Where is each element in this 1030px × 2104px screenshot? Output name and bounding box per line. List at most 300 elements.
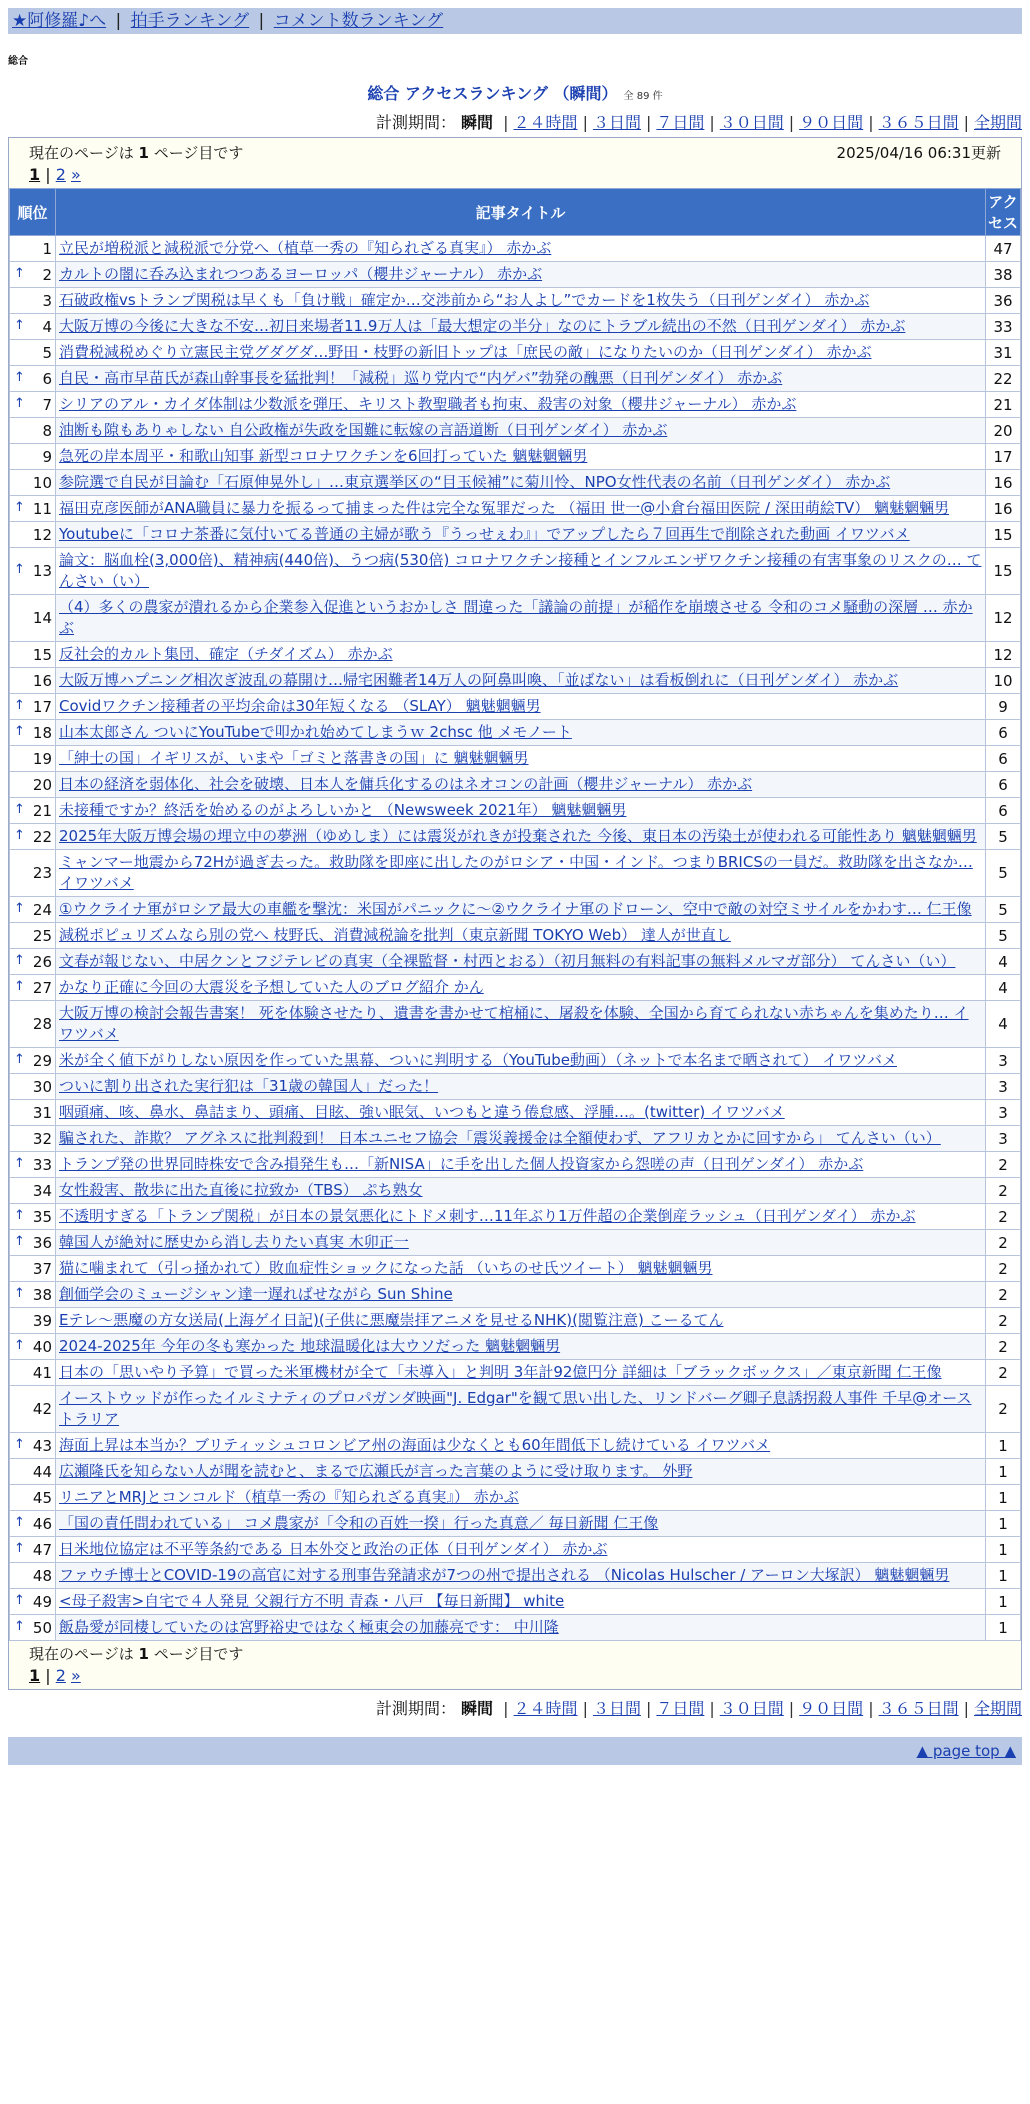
rank-cell [10,746,56,772]
period-link[interactable]: ７日間 [656,113,705,132]
rank-up-arrow-icon: ↑ [14,562,25,577]
article-link[interactable]: 韓国人が絶対に歴史から消し去りたい真実 木卯正一 [59,1233,409,1251]
page-top-link[interactable]: ▲ page top ▲ [916,1742,1016,1760]
table-row [10,1204,1021,1230]
access-count: 17 [986,444,1021,470]
title-cell [56,1485,986,1511]
rank-number: 33 [32,1155,52,1174]
title-cell [56,418,986,444]
rank-number: 48 [32,1566,52,1585]
table-row [10,288,1021,314]
period-link[interactable]: 全期間 [973,1699,1022,1718]
access-count: 4 [986,975,1021,1001]
rank-cell [10,1386,56,1433]
title-cell [56,1563,986,1589]
pager-next-bottom[interactable]: » [71,1666,81,1685]
article-link[interactable]: 自民・高市早苗氏が森山幹事長を猛批判！「減税」巡り党内で“内ゲバ”勃発の醜悪（日刊ゲンダイ） 赤かぶ [59,369,783,387]
access-count: 5 [986,850,1021,897]
pager-separator: | [45,165,51,184]
title-cell [56,392,986,418]
rank-cell [10,1615,56,1641]
access-count: 1 [986,1433,1021,1459]
table-row [10,1360,1021,1386]
period-separator: | [503,113,509,132]
rank-number: 12 [32,525,52,544]
rank-cell [10,288,56,314]
title-cell [56,1282,986,1308]
article-link[interactable]: 大阪万博の今後に大きな不安…初日来場者11.9万人は「最大想定の半分」なのにトラブル続出の不然（日刊ゲンダイ） 赤かぶ [59,317,906,335]
rank-cell [10,595,56,642]
article-link[interactable]: 2025年大阪万博会場の埋立中の夢洲（ゆめしま）には震災がれきが投棄された 今後、東日本の汚染土が使われる可能性あり 魑魅魍魎男 [59,827,977,845]
access-count: 2 [986,1230,1021,1256]
article-link[interactable]: 急死の岸本周平・和歌山知事 新型コロナワクチンを6回打っていた 魑魅魍魎男 [59,447,588,465]
pager-top [9,163,1021,188]
table-row [10,1563,1021,1589]
table-row [10,392,1021,418]
home-link[interactable]: ★阿修羅♪へ [12,11,107,31]
title-cell [56,720,986,746]
rank-up-arrow-icon: ↑ [14,801,25,817]
table-row [10,1459,1021,1485]
title-cell [56,772,986,798]
rank-cell [10,1589,56,1615]
period-link[interactable]: ３０日間 [719,113,784,132]
pager-page-2[interactable]: 2 [55,165,66,184]
access-count: 1 [986,1589,1021,1615]
rank-number: 1 [42,239,52,258]
rank-cell [10,897,56,923]
rank-cell [10,366,56,392]
article-link[interactable]: 山本太郎さん ついにYouTubeで叩かれ始めてしまうｗ 2chsc 他 メモノート [59,723,572,741]
title-cell [56,340,986,366]
rank-up-arrow-icon: ↑ [14,1436,25,1452]
rank-up-arrow-icon: ↑ [14,952,25,968]
nav-separator: | [115,11,122,31]
clap-ranking-link[interactable]: 拍手ランキング [130,11,250,31]
access-count: 22 [986,366,1021,392]
rank-up-arrow-icon: ↑ [14,1233,25,1249]
article-link[interactable]: 猫に噛まれて（引っ掻かれて）敗血症性ショックになった話 （いちのせ氏ツイート） 魑魅魍魎男 [59,1259,713,1277]
article-link[interactable]: 福田克彦医師がANA職員に暴力を振るって捕まった件は完全な冤罪だった （福田 世一@小倉台福田医院 / 深田萌絵TV） 魑魅魍魎男 [59,499,950,517]
period-links-bottom [498,1699,1022,1718]
access-count: 16 [986,470,1021,496]
period-separator: | [868,1699,874,1718]
title-cell [56,1152,986,1178]
article-link[interactable]: 海面上昇は本当か？ブリティッシュコロンビア州の海面は少なくとも60年間低下し続けている イワツバメ [59,1436,771,1454]
rank-cell [10,1204,56,1230]
access-count: 15 [986,522,1021,548]
comment-ranking-link[interactable]: コメント数ランキング [273,11,444,31]
table-row [10,668,1021,694]
table-row [10,1433,1021,1459]
rank-number: 18 [32,723,52,742]
rank-cell [10,1360,56,1386]
access-count: 2 [986,1178,1021,1204]
rank-cell [10,949,56,975]
table-row [10,548,1021,595]
title-cell [56,1459,986,1485]
access-count: 1 [986,1485,1021,1511]
title-cell [56,975,986,1001]
period-link[interactable]: 全期間 [973,113,1022,132]
rank-number: 30 [32,1077,52,1096]
rank-number: 28 [32,1015,52,1033]
rank-cell [10,1152,56,1178]
article-link[interactable]: （4）多くの農家が潰れるから企業参入促進というおかしさ 間違った「議論の前提」が稲作を崩壊させる 令和のコメ騒動の深層 … 赤かぶ [59,598,973,637]
article-link[interactable]: ①ウクライナ軍がロシア最大の車艦を撃沈：米国がパニックに～②ウクライナ軍のドローン、空中で敵の対空ミサイルをかわす… 仁王像 [59,900,972,918]
period-link[interactable]: ３６５日間 [878,1699,959,1718]
table-row [10,1048,1021,1074]
table-row [10,314,1021,340]
access-count: 5 [986,923,1021,949]
access-count: 3 [986,1074,1021,1100]
table-row [10,1074,1021,1100]
title-cell [56,1001,986,1048]
access-count: 2 [986,1308,1021,1334]
article-link[interactable]: シリアのアル・カイダ体制は少数派を弾圧、キリスト教聖職者も拘束、殺害の対象（櫻井ジャーナル） 赤かぶ [59,395,797,413]
period-separator: | [503,1699,509,1718]
rank-number: 10 [32,473,52,492]
page-title-line [0,81,1030,104]
access-count: 47 [986,236,1021,262]
access-count: 12 [986,642,1021,668]
table-row [10,236,1021,262]
period-link[interactable]: ７日間 [656,1699,705,1718]
current-page-text: 現在のページは 1 ページ目です [29,144,244,162]
period-link[interactable]: ３日間 [592,113,641,132]
rank-up-arrow-icon: ↑ [14,900,25,916]
ranking-table [9,188,1021,1641]
rank-number: 42 [32,1400,52,1418]
rank-cell [10,1563,56,1589]
rank-up-arrow-icon: ↑ [14,317,25,333]
article-link[interactable]: ファウチ博士とCOVID-19の高官に対する刑事告発請求が7つの州で提出される （Nicolas Hulscher / アーロン大塚訳） 魑魅魍魎男 [59,1566,950,1584]
period-separator: | [645,113,652,132]
rank-up-arrow-icon: ↑ [14,499,25,515]
article-link[interactable]: かなり正確に今回の大震災を予想していた人のブログ紹介 かん [59,978,484,996]
title-cell [56,1433,986,1459]
rank-number: 9 [42,447,52,466]
title-cell [56,1511,986,1537]
rank-up-arrow-icon: ↑ [14,1514,25,1530]
rank-cell [10,1074,56,1100]
article-link[interactable]: 2024-2025年 今年の冬も寒かった 地球温暖化は大ウソだった 魑魅魍魎男 [59,1337,561,1355]
rank-up-arrow-icon: ↑ [14,1540,25,1556]
title-cell [56,288,986,314]
title-cell [56,1360,986,1386]
rank-number: 31 [32,1103,52,1122]
article-link[interactable]: ついに割り出された実行犯は「31歳の韓国人」だった！ [59,1077,439,1095]
period-links [498,113,1022,132]
rank-cell [10,262,56,288]
period-current-bottom: 瞬間 [461,1699,494,1718]
access-count: 3 [986,1126,1021,1152]
access-count: 6 [986,746,1021,772]
access-count: 16 [986,496,1021,522]
table-row [10,1308,1021,1334]
article-link[interactable]: カルトの闇に呑み込まれつつあるヨーロッパ（櫻井ジャーナル） 赤かぶ [59,265,543,283]
article-link[interactable]: 日米地位協定は不平等条約である 日本外交と政治の正体（日刊ゲンダイ） 赤かぶ [59,1540,608,1558]
rank-cell [10,1282,56,1308]
table-row [10,1511,1021,1537]
table-row [10,1485,1021,1511]
rank-number: 6 [42,369,52,388]
access-count: 12 [986,595,1021,642]
rank-up-arrow-icon: ↑ [14,369,25,385]
rank-up-arrow-icon: ↑ [14,1337,25,1353]
period-link[interactable]: ２４時間 [513,1699,578,1718]
article-link[interactable]: 女性殺害、散歩に出た直後に拉致か（TBS） ぷち熟女 [59,1181,423,1199]
rank-number: 43 [32,1436,52,1455]
title-cell [56,236,986,262]
rank-cell [10,1001,56,1048]
access-count: 1 [986,1615,1021,1641]
rank-cell [10,548,56,595]
article-link[interactable]: 咽頭痛、咳、鼻水、鼻詰まり、頭痛、目眩、強い眠気、いつもと違う倦怠感、浮腫…。(twitter) イワツバメ [59,1103,785,1121]
table-row [10,1282,1021,1308]
table-row [10,470,1021,496]
access-count: 36 [986,288,1021,314]
title-cell [56,548,986,595]
rank-cell [10,1433,56,1459]
rank-cell [10,923,56,949]
period-separator: | [709,1699,715,1718]
article-link[interactable]: 騙された、詐欺？ アグネスに批判殺到！ 日本ユニセフ協会「震災義援金は全額使わず、アフリカとかに回すから」 てんさい（い） [59,1129,941,1147]
rank-cell [10,1126,56,1152]
table-row [10,772,1021,798]
rank-number: 15 [32,645,52,664]
table-row [10,642,1021,668]
rank-number: 5 [42,343,52,362]
article-link[interactable]: 不透明すぎる「トランプ関税」が日本の景気悪化にトドメ刺す…11年ぶり1万件超の企業倒産ラッシュ（日刊ゲンダイ） 赤かぶ [59,1207,916,1225]
article-link[interactable]: 石破政権vsトランプ関税は早くも「負け戦」確定か…交渉前から“お人よし”でカードを1枚失う（日刊ゲンダイ） 赤かぶ [59,291,870,309]
rank-number: 17 [32,697,52,716]
article-link[interactable]: 大阪万博ハプニング相次ぎ波乱の幕開け…帰宅困難者14万人の阿鼻叫喚、「並ばない」は看板倒れに（日刊ゲンダイ） 赤かぶ [59,671,899,689]
table-row [10,923,1021,949]
rank-up-arrow-icon: ↑ [14,1618,25,1634]
period-separator: | [788,113,795,132]
period-separator: | [963,113,969,132]
access-count: 4 [986,949,1021,975]
rank-up-arrow-icon: ↑ [14,265,25,281]
period-link[interactable]: ９０日間 [799,113,864,132]
access-count: 3 [986,1048,1021,1074]
rank-cell [10,1100,56,1126]
article-link[interactable]: リニアとMRJとコンコルド（植草一秀の『知られざる真実』） 赤かぶ [59,1488,519,1506]
pager-current-bottom: 1 [29,1666,41,1685]
rank-number: 45 [32,1488,52,1507]
rank-cell [10,470,56,496]
period-label: 計測期間： [375,113,456,132]
page-info-bottom [9,1641,1021,1664]
period-link[interactable]: ９０日間 [799,1699,864,1718]
rank-up-arrow-icon: ↑ [14,1051,25,1067]
access-count: 6 [986,798,1021,824]
access-count: 2 [986,1282,1021,1308]
period-link[interactable]: ３０日間 [719,1699,784,1718]
rank-number: 8 [42,421,52,440]
article-link[interactable]: Eテレ～悪魔の方女送局(上海ゲイ日記)(子供に悪魔崇拝アニメを見せるNHK)(閲覧注意) こーるてん [59,1311,724,1329]
period-separator: | [868,113,874,132]
article-link[interactable]: 反社会的カルト集団、確定（チダイズム） 赤かぶ [59,645,393,663]
title-cell [56,897,986,923]
article-link[interactable]: 文春が報じない、中居クンとフジテレビの真実（全裸監督・村西とおる）（初月無料の有料記事の無料メルマガ部分） てんさい（い） [59,952,956,970]
rank-cell [10,720,56,746]
rank-number: 2 [42,265,52,284]
access-count: 2 [986,1152,1021,1178]
rank-cell [10,694,56,720]
article-link[interactable]: 未接種ですか？終活を始めるのがよろしいかと （Newsweek 2021年） 魑魅魍魎男 [59,801,627,819]
title-cell [56,522,986,548]
table-row [10,1230,1021,1256]
rank-up-arrow-icon: ↑ [14,1155,25,1171]
period-link[interactable]: ３６５日間 [878,113,959,132]
rank-cell [10,668,56,694]
section-label: 総合 [8,56,28,67]
access-count: 2 [986,1334,1021,1360]
rank-cell [10,444,56,470]
title-cell [56,1100,986,1126]
article-link[interactable]: ミャンマー地震から72Hが過ぎ去った。救助隊を即座に出したのがロシア・中国・インド。つまりBRICSの一員だ。救助隊を出さなか… イワツバメ [59,853,973,892]
article-link[interactable]: <母子殺害>自宅で４人発見 父親行方不明 青森・八戸 【毎日新聞】 white [59,1592,565,1610]
table-row [10,366,1021,392]
period-link[interactable]: ２４時間 [513,113,578,132]
title-cell [56,1589,986,1615]
rank-number: 19 [32,749,52,768]
access-count: 33 [986,314,1021,340]
article-link[interactable]: 立民が増税派と減税派で分党へ（植草一秀の『知られざる真実』） 赤かぶ [59,239,552,257]
rank-number: 35 [32,1207,52,1226]
article-link[interactable]: 消費税減税めぐり立憲民主党グダグダ…野田・枝野の新旧トップは「庶民の敵」になりたいのか（日刊ゲンダイ） 赤かぶ [59,343,872,361]
title-cell [56,1256,986,1282]
article-link[interactable]: イーストウッドが作ったイルミナティのプロパガンダ映画"J. Edgar"を観て思い出した、リンドバーグ卿子息誘拐殺人事件 千早@オーストラリア [59,1389,972,1428]
title-cell [56,1615,986,1641]
table-row [10,340,1021,366]
table-row [10,522,1021,548]
article-link[interactable]: 「紳士の国」イギリスが、いまや「ゴミと落書きの国」に 魑魅魍魎男 [59,749,529,767]
article-link[interactable]: 広瀬隆氏を知らない人が聞を読むと、まるで広瀬氏が言った言葉のように受け取ります。 外野 [59,1462,693,1480]
article-link[interactable]: Youtubeに「コロナ茶番に気付いてる普通の主婦が歌う『うっせぇわ』」でアップしたら７回再生で削除された動画 イワツバメ [59,525,910,543]
title-cell [56,444,986,470]
title-cell [56,1308,986,1334]
rank-number: 39 [32,1311,52,1330]
rank-number: 46 [32,1514,52,1533]
rank-cell [10,1178,56,1204]
rank-cell [10,1308,56,1334]
article-link[interactable]: 「国の責任問われている」 コメ農家が「令和の百姓一揆」行った真意／ 毎日新聞 仁王像 [59,1514,659,1532]
rank-cell [10,1256,56,1282]
period-separator: | [963,1699,969,1718]
rank-number: 25 [32,926,52,945]
title-cell [56,262,986,288]
title-cell [56,694,986,720]
title-cell [56,366,986,392]
rank-cell [10,798,56,824]
title-cell [56,496,986,522]
article-link[interactable]: 大阪万博の検討会報告書案！ 死を体験させたり、遺書を書かせて棺桶に、屠殺を体験、全国から育てられない赤ちゃんを集めたり… イワツバメ [59,1004,969,1043]
article-link[interactable]: 米が全く値下がりしない原因を作っていた黒幕、ついに判明する（YouTube動画）（ネットで本名まで晒されて） イワツバメ [59,1051,897,1069]
period-current: 瞬間 [461,113,494,132]
pager-next[interactable]: » [71,165,81,184]
table-row [10,720,1021,746]
rank-up-arrow-icon: ↑ [14,1285,25,1301]
article-link[interactable]: 参院選で自民が目論む「石原伸晃外し」…東京選挙区の“目玉候補”に菊川怜、NPO女性代表の名前（日刊ゲンダイ） 赤かぶ [59,473,891,491]
period-separator: | [582,113,588,132]
header-access: アクセス [986,189,1021,236]
title-cell [56,1230,986,1256]
period-link[interactable]: ３日間 [592,1699,641,1718]
current-page-text-bottom: 現在のページは 1 ページ目です [29,1645,244,1663]
rank-number: 29 [32,1051,52,1070]
pager-page-2-bottom[interactable]: 2 [55,1666,66,1685]
rank-number: 47 [32,1540,52,1559]
rank-cell [10,236,56,262]
article-link[interactable]: 飯島愛が同棲していたのは宮野裕史ではなく極東会の加藤亮です： 中川隆 [59,1618,559,1636]
rank-up-arrow-icon: ↑ [14,978,25,994]
article-link[interactable]: 日本の「思いやり予算」で買った米軍機材が全て「未導入」と判明 3年計92億円分 詳細は「ブラックボックス」／東京新聞 仁王像 [59,1363,942,1381]
period-separator: | [645,1699,652,1718]
article-link[interactable]: トランプ発の世界同時株安で含み損発生も…「新NISA」に手を出した個人投資家から怨嗟の声（日刊ゲンダイ） 赤かぶ [59,1155,864,1173]
footer-bar [8,1737,1022,1765]
access-count: 1 [986,1563,1021,1589]
title-cell [56,1126,986,1152]
rank-number: 34 [32,1181,52,1200]
title-cell [56,1386,986,1433]
article-link[interactable]: 日本の経済を弱体化、社会を破壊、日本人を傭兵化するのはネオコンの計画（櫻井ジャーナル） 赤かぶ [59,775,753,793]
article-link[interactable]: 論文：脳血栓(3,000倍)、精神病(440倍)、うつ病(530倍) コロナワクチン接種とインフルエンザワクチン接種の有害事象のリスクの… てんさい（い） [59,551,982,590]
title-cell [56,1074,986,1100]
rank-up-arrow-icon: ↑ [14,1207,25,1223]
title-cell [56,949,986,975]
page-info [9,138,1021,163]
table-row [10,694,1021,720]
total-count: 全 89 件 [623,91,663,102]
rank-number: 40 [32,1337,52,1356]
table-row [10,418,1021,444]
rank-number: 3 [42,291,52,310]
access-count: 1 [986,1511,1021,1537]
rank-number: 16 [32,671,52,690]
rank-cell [10,340,56,366]
access-count: 2 [986,1256,1021,1282]
title-cell [56,850,986,897]
table-row [10,496,1021,522]
article-link[interactable]: 減税ポピュリズムなら別の党へ 枝野氏、消費減税論を批判（東京新聞 TOKYO Web） 達人が世直し [59,926,731,944]
table-row [10,1615,1021,1641]
table-row [10,850,1021,897]
rank-number: 22 [32,827,52,846]
rank-number: 24 [32,900,52,919]
table-row [10,1589,1021,1615]
nav-separator: | [258,11,265,31]
article-link[interactable]: 創価学会のミュージシャン達一遅ればせながら Sun Shine [59,1285,453,1303]
rank-up-arrow-icon: ↑ [14,827,25,843]
title-cell [56,1048,986,1074]
title-cell [56,642,986,668]
access-count: 10 [986,668,1021,694]
table-header-row [10,189,1021,236]
rank-cell [10,850,56,897]
title-cell [56,746,986,772]
period-separator: | [788,1699,795,1718]
rank-number: 14 [32,609,52,627]
access-count: 1 [986,1459,1021,1485]
rank-cell [10,314,56,340]
article-link[interactable]: 油断も隙もありゃしない 自公政権が失政を国難に転嫁の言語道断（日刊ゲンダイ） 赤かぶ [59,421,668,439]
rank-cell [10,1485,56,1511]
article-link[interactable]: Covidワクチン接種者の平均余命は30年短くなる （SLAY） 魑魅魍魎男 [59,697,541,715]
access-count: 15 [986,548,1021,595]
